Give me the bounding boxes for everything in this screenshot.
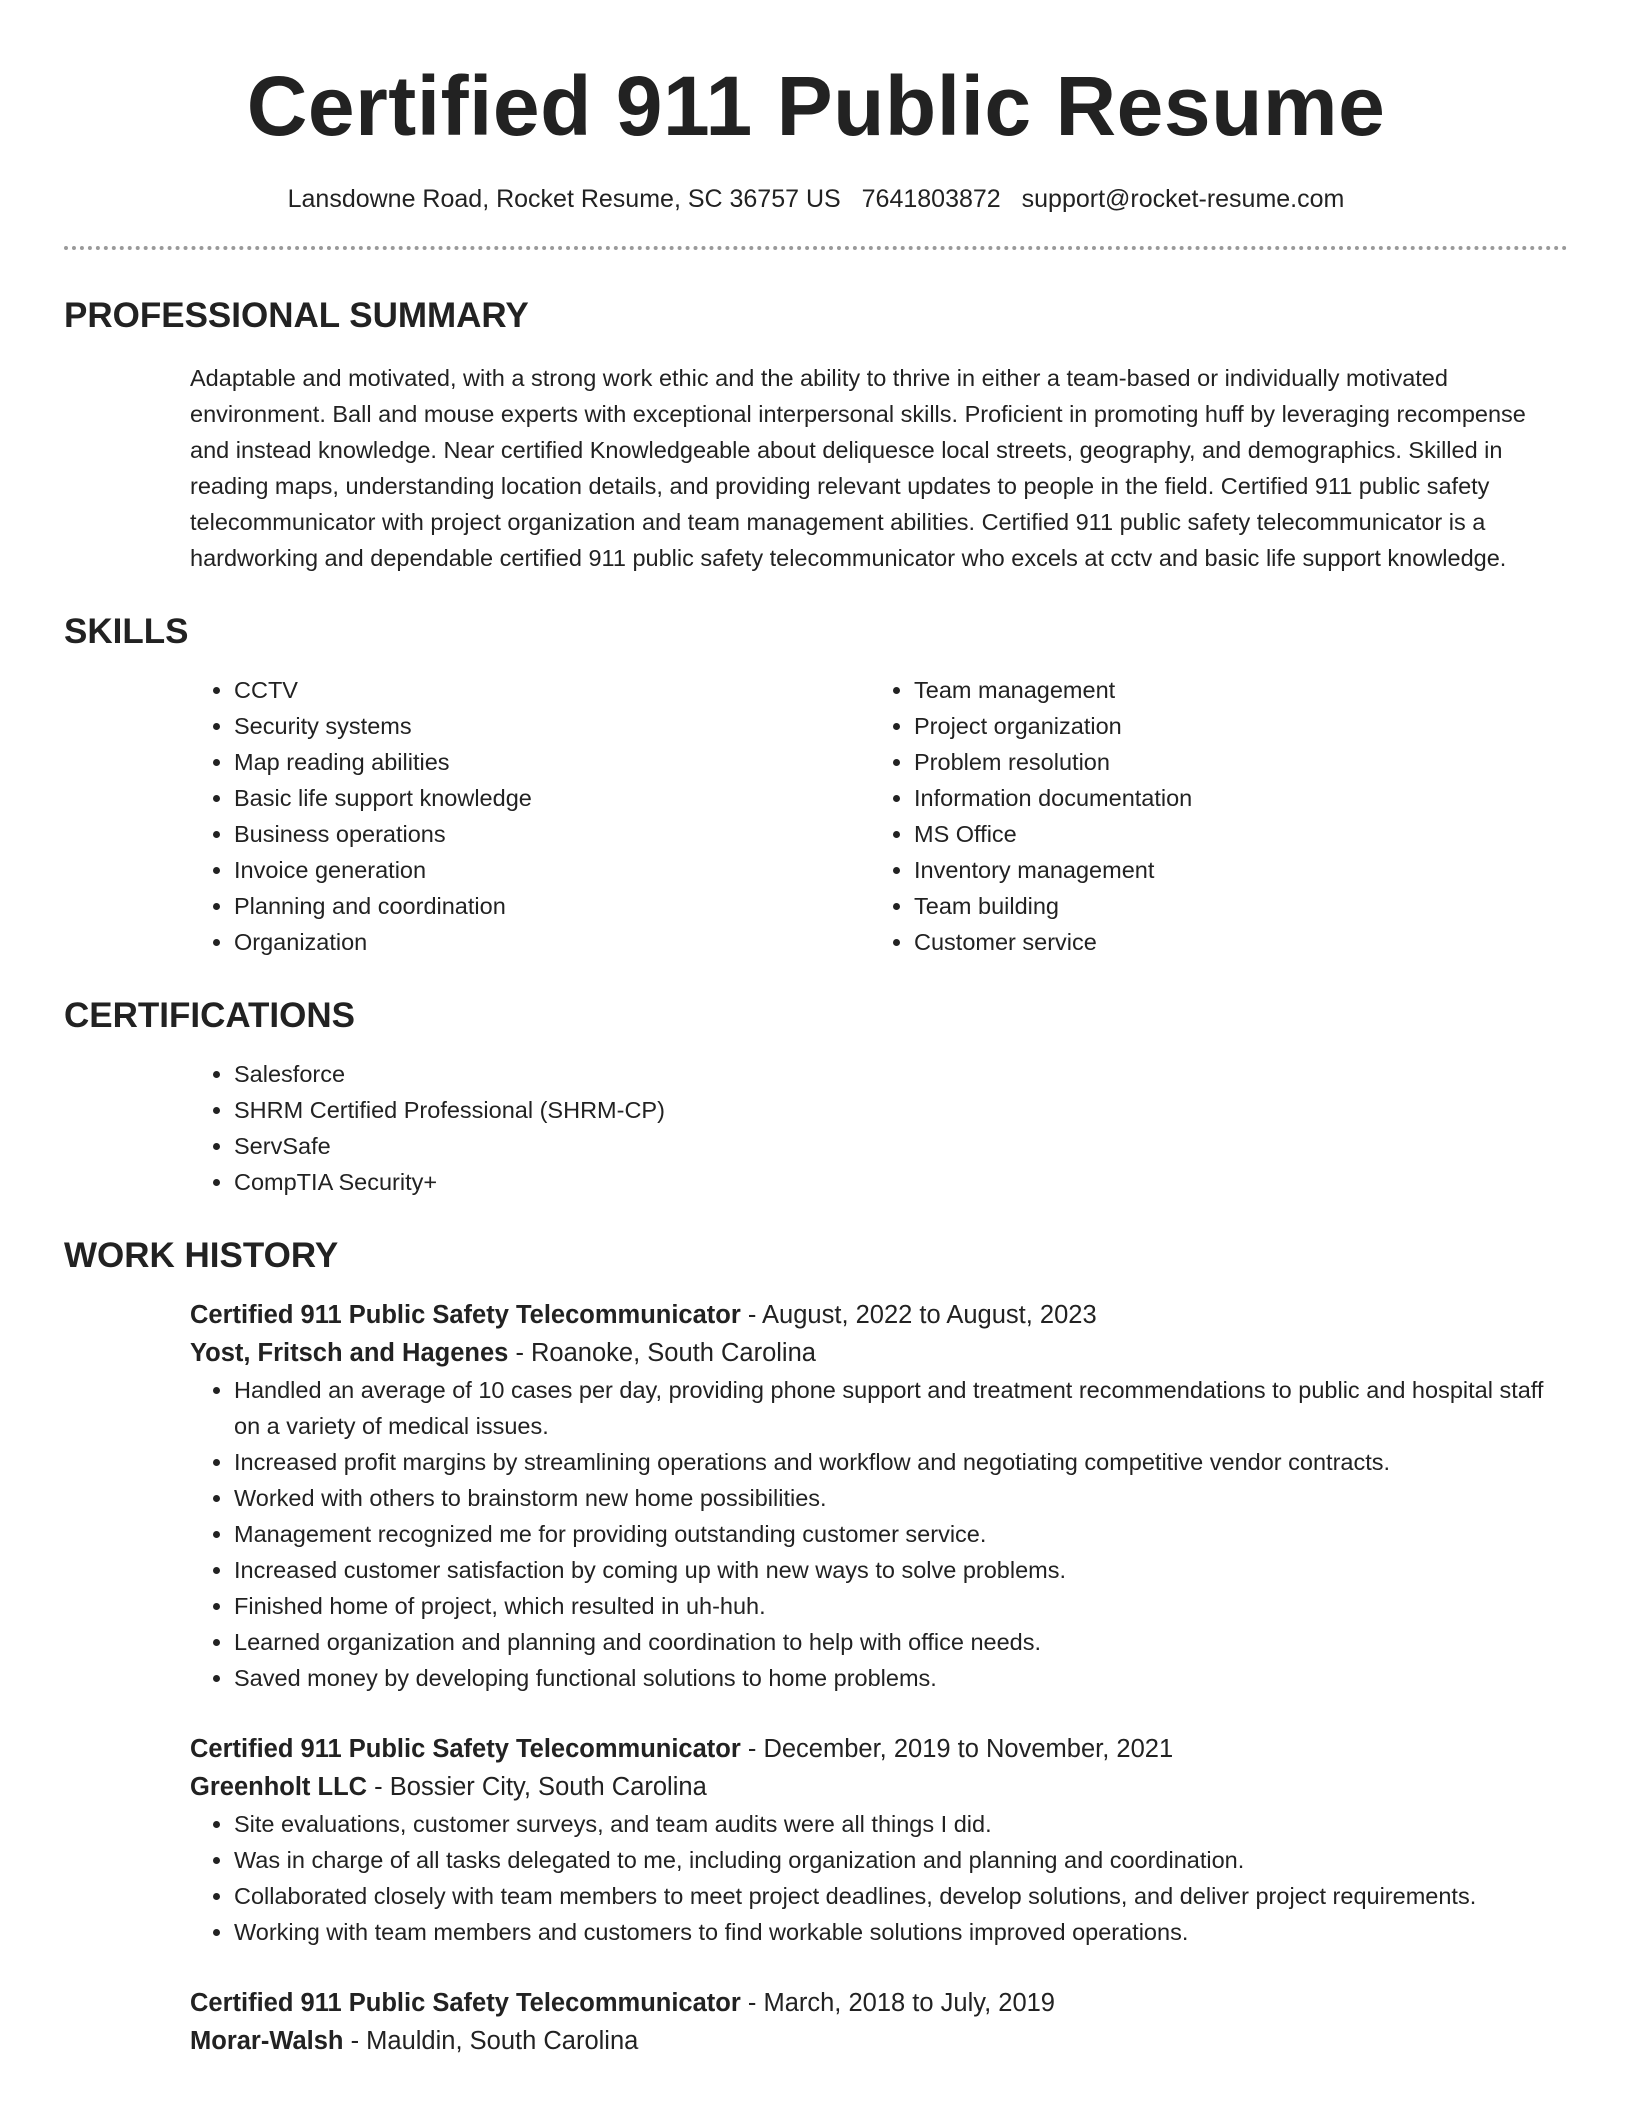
skills-list <box>190 672 1568 960</box>
certifications-body <box>190 1056 1568 1200</box>
skills-section <box>64 610 1568 960</box>
skill-item: • Invoice generation <box>234 852 870 888</box>
certifications-section <box>64 994 1568 1200</box>
job-duty-item: • Learned organization and planning and coordination to help with office needs. <box>234 1624 1568 1660</box>
skills-column-right <box>870 672 1550 960</box>
skill-item: • Problem resolution <box>914 744 1550 780</box>
skills-column-left <box>190 672 870 960</box>
summary-heading: PROFESSIONAL SUMMARY <box>64 296 529 335</box>
resume-header <box>0 0 1632 216</box>
job-dates: - December, 2019 to November, 2021 <box>740 1735 1174 1763</box>
job-duty-item: • Increased customer satisfaction by coming up with new ways to solve problems. <box>234 1552 1568 1588</box>
contact-phone: 7641803872 <box>861 185 1001 213</box>
skills-heading: SKILLS <box>64 612 189 651</box>
job-duty-item: • Worked with others to brainstorm new home possibilities. <box>234 1480 1568 1516</box>
work-history-heading: WORK HISTORY <box>64 1236 339 1275</box>
job-title: Certified 911 Public Safety Telecommunicator <box>190 1301 741 1329</box>
skill-item: • Planning and coordination <box>234 888 870 924</box>
job-duty-item: • Site evaluations, customer surveys, and team audits were all things I did. <box>234 1806 1568 1842</box>
skill-item: • Information documentation <box>914 780 1550 816</box>
work-history-section <box>64 1234 1568 2060</box>
summary-section <box>64 294 1568 576</box>
certification-item: • ServSafe <box>234 1128 1568 1164</box>
job-company: Yost, Fritsch and Hagenes <box>190 1339 509 1367</box>
job-location: - Mauldin, South Carolina <box>343 2027 639 2055</box>
job-duties-list <box>190 1806 1568 1950</box>
job-duty-item: • Finished home of project, which resulted in uh-huh. <box>234 1588 1568 1624</box>
resume-name: Certified 911 Public Resume <box>246 59 1386 153</box>
job-title: Certified 911 Public Safety Telecommunicator <box>190 1735 741 1763</box>
skill-item: • MS Office <box>914 816 1550 852</box>
contact-email: support@rocket-resume.com <box>1021 185 1345 213</box>
skill-item: • Business operations <box>234 816 870 852</box>
job-location: - Bossier City, South Carolina <box>367 1773 707 1801</box>
skill-item: • Organization <box>234 924 870 960</box>
job-dates: - March, 2018 to July, 2019 <box>740 1989 1055 2017</box>
skill-item: • Customer service <box>914 924 1550 960</box>
skill-item: • Project organization <box>914 708 1550 744</box>
contact-address: Lansdowne Road, Rocket Resume, SC 36757 US <box>287 185 841 213</box>
contact-line <box>0 182 1632 216</box>
summary-body <box>190 360 1568 576</box>
job-company-line <box>190 1768 1568 1806</box>
job-duty-item: • Management recognized me for providing outstanding customer service. <box>234 1516 1568 1552</box>
summary-text: Adaptable and motivated, with a strong work ethic and the ability to thrive in either a team-based or individually motivated environment. Ball and mouse experts with exceptional interpersonal skills. Proficient in promoting huff by leveraging recompense and instead knowledge. Near certified Knowledgeable about deliquesce local streets, geography, and demographics. Skilled in reading maps, understanding location details, and providing relevant updates to people in the field. Certified 911 public safety telecommunicator with project organization and team management abilities. Certified 911 public safety telecommunicator is a hardworking and dependable certified 911 public safety telecommunicator who excels at cctv and basic life support knowledge. <box>190 365 1526 571</box>
skills-right-list <box>870 672 1550 960</box>
skill-item: • Map reading abilities <box>234 744 870 780</box>
job-duty-item: • Increased profit margins by streamlining operations and workflow and negotiating competitive vendor contracts. <box>234 1444 1568 1480</box>
job-title-line <box>190 1296 1568 1334</box>
job-duty-item: • Saved money by developing functional solutions to home problems. <box>234 1660 1568 1696</box>
skill-item: • Security systems <box>234 708 870 744</box>
job-duty-item: • Working with team members and customers to find workable solutions improved operations. <box>234 1914 1568 1950</box>
header-divider <box>64 246 1568 250</box>
certification-item: • SHRM Certified Professional (SHRM-CP) <box>234 1092 1568 1128</box>
job-company: Morar-Walsh <box>190 2027 344 2055</box>
certification-item: • CompTIA Security+ <box>234 1164 1568 1200</box>
certifications-list <box>190 1056 1568 1200</box>
skill-item: • Team management <box>914 672 1550 708</box>
job-title: Certified 911 Public Safety Telecommunicator <box>190 1989 741 2017</box>
skill-item: • Team building <box>914 888 1550 924</box>
job-entry <box>190 1984 1568 2060</box>
skills-left-list <box>190 672 870 960</box>
skill-item: • Inventory management <box>914 852 1550 888</box>
job-title-line <box>190 1984 1568 2022</box>
job-duties-list <box>190 1372 1568 1696</box>
job-duty-item: • Was in charge of all tasks delegated to me, including organization and planning and coordination. <box>234 1842 1568 1878</box>
job-company-line <box>190 1334 1568 1372</box>
job-duty-item: • Handled an average of 10 cases per day, providing phone support and treatment recommendations to public and hospital staff on a variety of medical issues. <box>234 1372 1568 1444</box>
job-entry <box>190 1296 1568 1696</box>
job-duty-item: • Collaborated closely with team members to meet project deadlines, develop solutions, and deliver project requirements. <box>234 1878 1568 1914</box>
job-company: Greenholt LLC <box>190 1773 368 1801</box>
job-location: - Roanoke, South Carolina <box>508 1339 816 1367</box>
skill-item: • CCTV <box>234 672 870 708</box>
skill-item: • Basic life support knowledge <box>234 780 870 816</box>
job-dates: - August, 2022 to August, 2023 <box>740 1301 1097 1329</box>
certification-item: • Salesforce <box>234 1056 1568 1092</box>
job-entry <box>190 1730 1568 1950</box>
certifications-heading: CERTIFICATIONS <box>64 996 356 1035</box>
job-company-line <box>190 2022 1568 2060</box>
job-title-line <box>190 1730 1568 1768</box>
